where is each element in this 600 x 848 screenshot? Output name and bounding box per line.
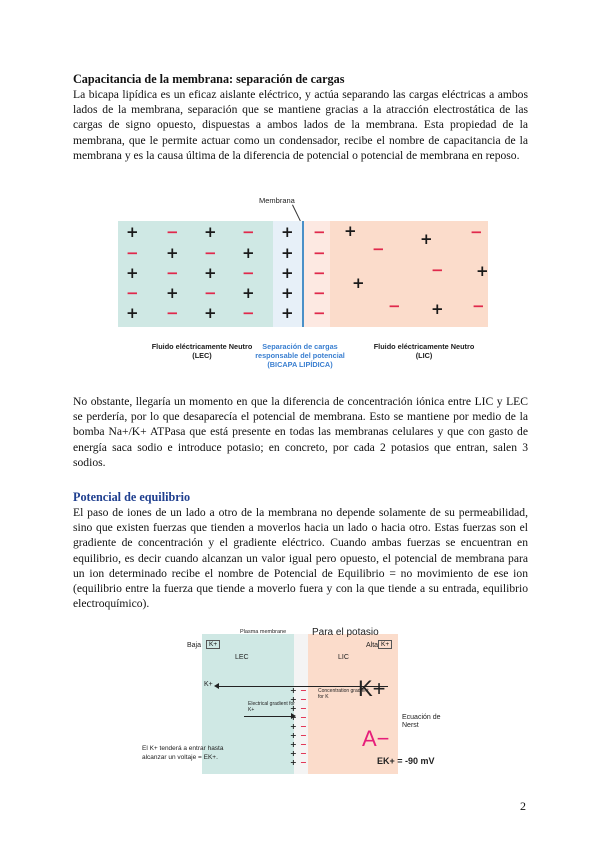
high-label: Alta (366, 642, 379, 649)
charge-plus: + (204, 223, 217, 241)
electrical-arrow (244, 716, 292, 717)
charge-minus: − (372, 240, 385, 258)
charge-minus: − (166, 264, 179, 282)
charge-minus: − (470, 223, 483, 241)
paragraph-equilibrium: El paso de iones de un lado a otro de la membrana no depende solamente de su permeabilidad, sino que existen fuerzas que tienden a moverlos hacia un lado o hacia otro. Estas fuerzas son el gradiente de concentración y el gradiente eléctrico. Cuando ambas fuerzas se encuentran en equilibrio, es decir cuando alcanzan un valor igual pero opuesto, el potencial de membrana para un ion determinado recibe el nombre de Potencial de Equilibrio = no movimiento de ese ion (equilibrio entre la fuerza que tiende a moverlo fuera y con la que tiende a su entrada, equilibrio electroquímico). (73, 506, 528, 611)
lec-label: LEC (235, 654, 249, 661)
section-title-equilibrium: Potencial de equilibrio (73, 490, 191, 504)
membrane-charge-figure (118, 193, 488, 383)
charge-minus: − (388, 297, 401, 315)
arrowhead-left-icon (214, 683, 219, 689)
potassium-equilibrium-figure (140, 626, 460, 774)
charge-minus: − (166, 223, 179, 241)
caption-lec: Fluido eléctricamente Neutro (LEC) (151, 342, 253, 360)
charge-minus: − (472, 297, 485, 315)
caption-lic: Fluido eléctricamente Neutro (LIC) (373, 342, 475, 360)
charge-plus: + (281, 223, 294, 241)
electrical-gradient-label: Electrical gradient for K+ (248, 701, 295, 713)
lic-label: LIC (338, 654, 349, 661)
charge-minus: − (431, 261, 444, 279)
charge-minus: − (242, 304, 255, 322)
membrane-pointer-line (292, 205, 301, 222)
k-plus-large: K+ (358, 676, 386, 701)
lic-region (308, 634, 398, 774)
charge-plus: + (281, 284, 294, 302)
charge-plus: + (420, 230, 433, 248)
charge-minus: − (242, 264, 255, 282)
charge-plus: + (166, 284, 179, 302)
charge-minus: − (166, 304, 179, 322)
charge-minus: − (313, 223, 326, 241)
charge-plus: + (431, 300, 444, 318)
paragraph-capacitance: La bicapa lipídica es un eficaz aislante eléctrico, y actúa separando las cargas eléctricas a ambos lados de la membrana, separación que se mantiene gracias a la atracción electrostática de las cargas de signo opuesto, dispuestas a ambos lados de la membrana. Esta propiedad de la membrana, que le permite actuar como un condensador, recibe el nombre de capacitancia de la membrana y es la causa última de la diferencia de potencial o potencial de membrana en reposo. (73, 88, 528, 162)
charge-minus: − (126, 284, 139, 302)
nernst-label: Ecuación de Nerst (402, 714, 441, 729)
charge-plus: + (281, 264, 294, 282)
charge-plus: + (281, 244, 294, 262)
charge-minus: − (204, 284, 217, 302)
charge-plus: + (204, 264, 217, 282)
low-label: Baja (187, 642, 202, 649)
charge-minus: − (242, 223, 255, 241)
membrane-label: Membrana (259, 196, 295, 205)
plasma-membrane-label: Plasma membrane (240, 629, 287, 635)
equilibrium-value: EK+ = -90 mV (377, 756, 435, 766)
anion-large: A− (362, 726, 390, 751)
charge-minus: − (204, 244, 217, 262)
caption-bilayer: Separación de cargas responsable del potencial (BICAPA LIPÍDICA) (255, 342, 345, 369)
charge-minus: − (126, 244, 139, 262)
charge-plus: + (126, 264, 139, 282)
charge-plus: + (126, 304, 139, 322)
page-number: 2 (520, 799, 526, 813)
charge-minus: − (313, 284, 326, 302)
charge-minus: − (313, 244, 326, 262)
k-entry-explanation: El K+ tenderá a entrar hasta alcanzar un voltaje = EK+. (142, 745, 224, 761)
charge-plus: + (204, 304, 217, 322)
paragraph-pump: No obstante, llegaría un momento en que la diferencia de concentración iónica entre LIC y LEC se perdería, por lo que desaparecía el potencial de membrana. Esto se mantiene por medio de la bomba Na+/K+ ATPasa que está presente en todas las membranas celulares y que con gasto de energía saca sodio e introduce potasio; en concreto, por cada 2 potasios que entran, salen 3 sodios. (73, 395, 528, 469)
charge-plus: + (476, 262, 489, 280)
concentration-gradient-label: Concentration gradient for K (318, 688, 369, 700)
section-title-capacitance: Capacitancia de la membrana: separación de cargas (73, 72, 345, 86)
charge-plus: + (242, 244, 255, 262)
k-box-right: K+ (378, 640, 392, 649)
membrane-minus-column: − − − − − − − − − (300, 686, 307, 767)
charge-plus: + (242, 284, 255, 302)
charge-plus: + (352, 274, 365, 292)
charge-plus: + (344, 222, 357, 240)
charge-plus: + (126, 223, 139, 241)
k-box-left: K+ (206, 640, 220, 649)
charge-minus: − (313, 264, 326, 282)
figure-title: Para el potasio (312, 627, 379, 638)
charge-plus: + (281, 304, 294, 322)
membrane-plus-column: + + + + + + + + + (290, 686, 297, 767)
charge-minus: − (313, 304, 326, 322)
k-ion-label: K+ (204, 681, 213, 688)
charge-plus: + (166, 244, 179, 262)
